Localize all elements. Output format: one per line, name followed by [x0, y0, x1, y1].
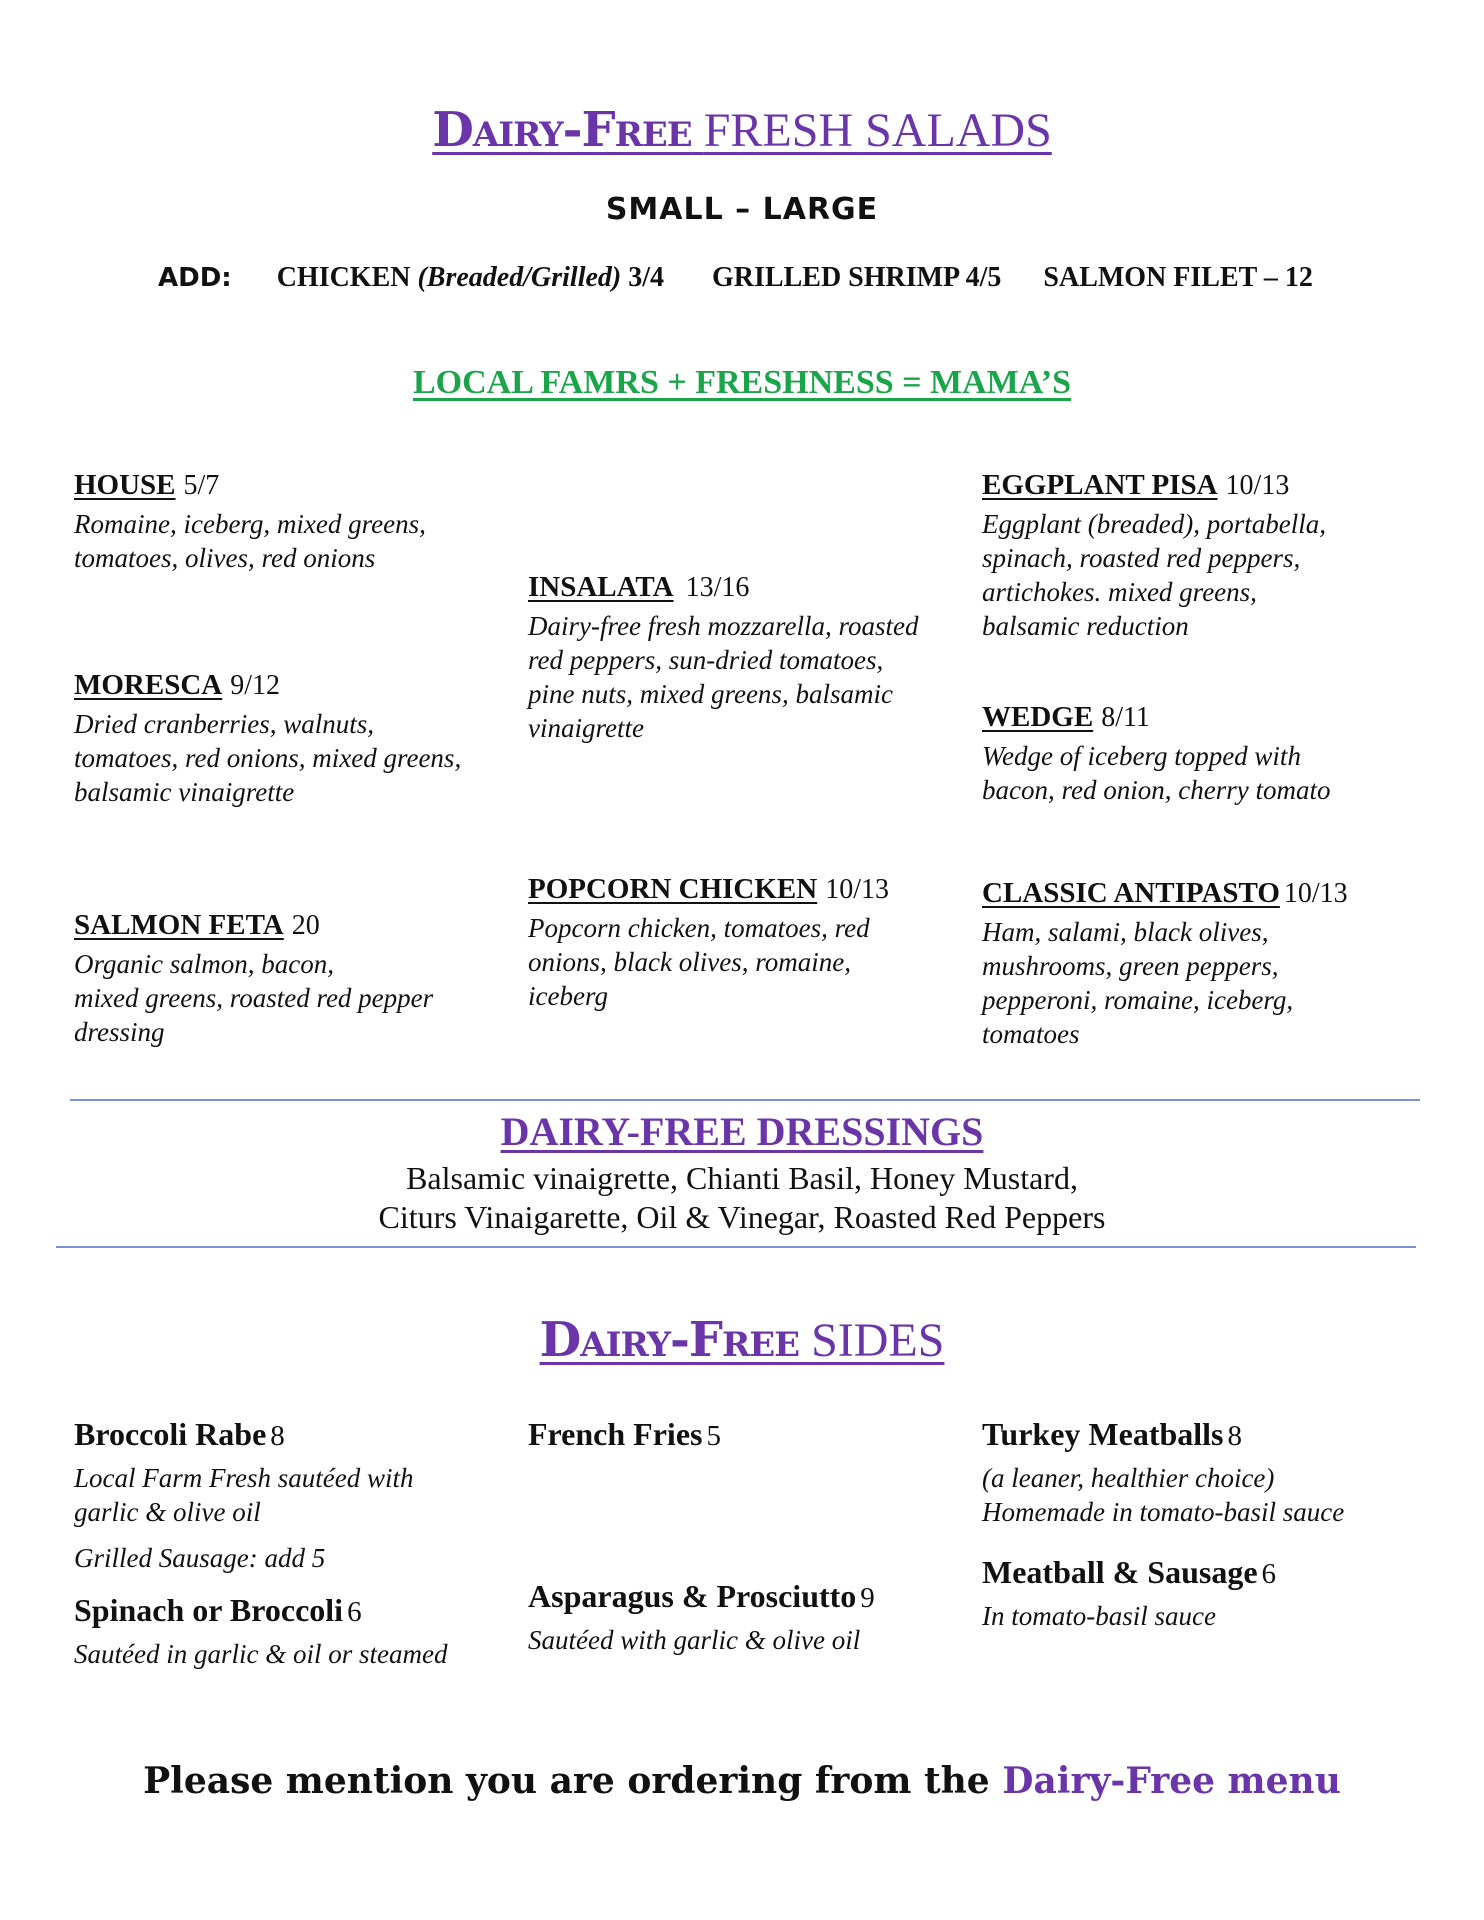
- salad-price: 8/11: [1101, 702, 1150, 733]
- salads-title-rest: FRESH SALADS: [703, 104, 1052, 157]
- side-desc-line: Sautéed with garlic & olive oil: [528, 1625, 861, 1655]
- footer-highlight: Dairy-Free menu: [1002, 1760, 1341, 1802]
- salad-price: 10/13: [825, 874, 889, 905]
- side-item-turkey-meatballs: [982, 1414, 1422, 1529]
- salad-desc-line: Eggplant (breaded), portabella,: [982, 509, 1326, 539]
- salad-item-eggplant-pisa: [982, 468, 1422, 643]
- salads-title-dairy-free: Dairy-Free: [432, 102, 692, 158]
- divider-bottom: [56, 1246, 1416, 1248]
- add-chicken-note: (Breaded/Grilled): [417, 262, 622, 293]
- add-salmon: SALMON FILET – 12: [1043, 262, 1313, 293]
- salad-price: 9/12: [230, 670, 281, 701]
- dressings-line: Balsamic vinaigrette, Chianti Basil, Honey Mustard,: [406, 1160, 1078, 1196]
- salad-price: 20: [291, 910, 320, 941]
- side-price: 6: [1261, 1558, 1277, 1590]
- side-item-meatball-sausage: [982, 1552, 1422, 1633]
- side-price: 9: [860, 1582, 875, 1614]
- salad-desc-line: balsamic reduction: [982, 611, 1189, 641]
- salad-desc-line: iceberg: [528, 981, 608, 1011]
- salad-name: INSALATA: [528, 571, 674, 603]
- add-shrimp: GRILLED SHRIMP 4/5: [712, 262, 1002, 293]
- divider-top: [70, 1099, 1420, 1101]
- side-price: 8: [1227, 1420, 1242, 1452]
- salad-desc-line: mushrooms, green peppers,: [982, 951, 1279, 981]
- add-chicken: CHICKEN: [276, 262, 411, 293]
- salad-item-classic-antipasto: [982, 876, 1422, 1051]
- side-name: Meatball & Sausage: [982, 1554, 1258, 1590]
- side-desc-line: (a leaner, healthier choice): [982, 1463, 1275, 1493]
- side-desc-line: garlic & olive oil: [74, 1497, 261, 1527]
- side-desc-line: Homemade in tomato-basil sauce: [982, 1497, 1345, 1527]
- salad-desc-line: vinaigrette: [528, 713, 644, 743]
- side-name: Broccoli Rabe: [74, 1416, 267, 1452]
- salad-item-house: [74, 468, 514, 575]
- sides-title-dairy-free: Dairy-Free: [539, 1312, 800, 1368]
- salad-price: 10/13: [1283, 878, 1348, 909]
- salad-desc-line: mixed greens, roasted red pepper: [74, 983, 434, 1013]
- side-item-french-fries: [528, 1414, 968, 1461]
- salad-desc-line: red peppers, sun-dried tomatoes,: [528, 645, 884, 675]
- salad-name: CLASSIC ANTIPASTO: [982, 877, 1280, 909]
- salad-item-moresca: [74, 668, 514, 809]
- side-name: Spinach or Broccoli: [74, 1592, 344, 1628]
- salad-desc-line: dressing: [74, 1017, 165, 1047]
- footer-note: [0, 1760, 1484, 1802]
- salad-name: MORESCA: [74, 669, 223, 701]
- salad-desc-line: tomatoes, red onions, mixed greens,: [74, 743, 462, 773]
- salad-name: POPCORN CHICKEN: [528, 873, 818, 905]
- salad-item-insalata: [528, 570, 968, 745]
- side-desc-line: Sautéed in garlic & oil or steamed: [74, 1639, 448, 1669]
- add-chicken-price: 3/4: [628, 262, 665, 293]
- salad-desc-line: Organic salmon, bacon,: [74, 949, 334, 979]
- dressings-line: Citurs Vinaigarette, Oil & Vinegar, Roasted Red Peppers: [378, 1199, 1106, 1235]
- sides-title-rest: SIDES: [811, 1314, 945, 1367]
- salad-item-wedge: [982, 700, 1422, 807]
- salad-name: EGGPLANT PISA: [982, 469, 1218, 501]
- salad-desc-line: artichokes. mixed greens,: [982, 577, 1257, 607]
- salad-name: SALMON FETA: [74, 909, 284, 941]
- salad-item-popcorn-chicken: [528, 872, 968, 1013]
- side-price: 8: [270, 1420, 285, 1452]
- salad-desc-line: Popcorn chicken, tomatoes, red: [528, 913, 870, 943]
- salad-desc-line: tomatoes: [982, 1019, 1080, 1049]
- add-label: ADD:: [158, 263, 232, 293]
- salad-desc-line: onions, black olives, romaine,: [528, 947, 851, 977]
- side-price: 6: [347, 1596, 362, 1628]
- salad-name: HOUSE: [74, 469, 176, 501]
- salad-item-salmon-feta: [74, 908, 514, 1049]
- salads-title: [0, 102, 1484, 158]
- salad-price: 10/13: [1225, 470, 1290, 501]
- salad-desc-line: pepperoni, romaine, iceberg,: [982, 985, 1294, 1015]
- size-options: SMALL – LARGE: [605, 192, 879, 227]
- side-item-asparagus-prosciutto: [528, 1576, 968, 1657]
- salad-desc-line: Romaine, iceberg, mixed greens,: [74, 509, 426, 539]
- salad-desc-line: Ham, salami, black olives,: [982, 917, 1269, 947]
- side-name: French Fries: [528, 1416, 703, 1452]
- salad-desc-line: Wedge of iceberg topped with: [982, 741, 1301, 771]
- salad-price: 5/7: [183, 470, 220, 501]
- side-name: Turkey Meatballs: [982, 1416, 1224, 1452]
- salad-desc-line: bacon, red onion, cherry tomato: [982, 775, 1331, 805]
- add-ons-row: [158, 262, 1313, 294]
- salad-desc-line: Dairy-free fresh mozzarella, roasted: [528, 611, 919, 641]
- footer-text: Please mention you are ordering from the: [143, 1760, 990, 1802]
- salad-desc-line: tomatoes, olives, red onions: [74, 543, 376, 573]
- sides-title: [0, 1312, 1484, 1368]
- side-desc-line: In tomato-basil sauce: [982, 1601, 1216, 1631]
- salad-desc-line: balsamic vinaigrette: [74, 777, 295, 807]
- dressings-title: DAIRY-FREE DRESSINGS: [500, 1109, 984, 1154]
- salad-name: WEDGE: [982, 701, 1094, 733]
- side-extra: Grilled Sausage: add 5: [74, 1543, 326, 1573]
- salad-price: 13/16: [685, 572, 750, 603]
- tagline: LOCAL FAMRS + FRESHNESS = MAMA’S: [412, 364, 1072, 401]
- side-price: 5: [706, 1420, 721, 1452]
- side-item-broccoli-rabe: [74, 1414, 514, 1575]
- salad-desc-line: spinach, roasted red peppers,: [982, 543, 1301, 573]
- salad-desc-line: Dried cranberries, walnuts,: [74, 709, 374, 739]
- side-desc-line: Local Farm Fresh sautéed with: [74, 1463, 414, 1493]
- salad-desc-line: pine nuts, mixed greens, balsamic: [528, 679, 893, 709]
- side-item-spinach-broccoli: [74, 1590, 534, 1671]
- side-name: Asparagus & Prosciutto: [528, 1578, 857, 1614]
